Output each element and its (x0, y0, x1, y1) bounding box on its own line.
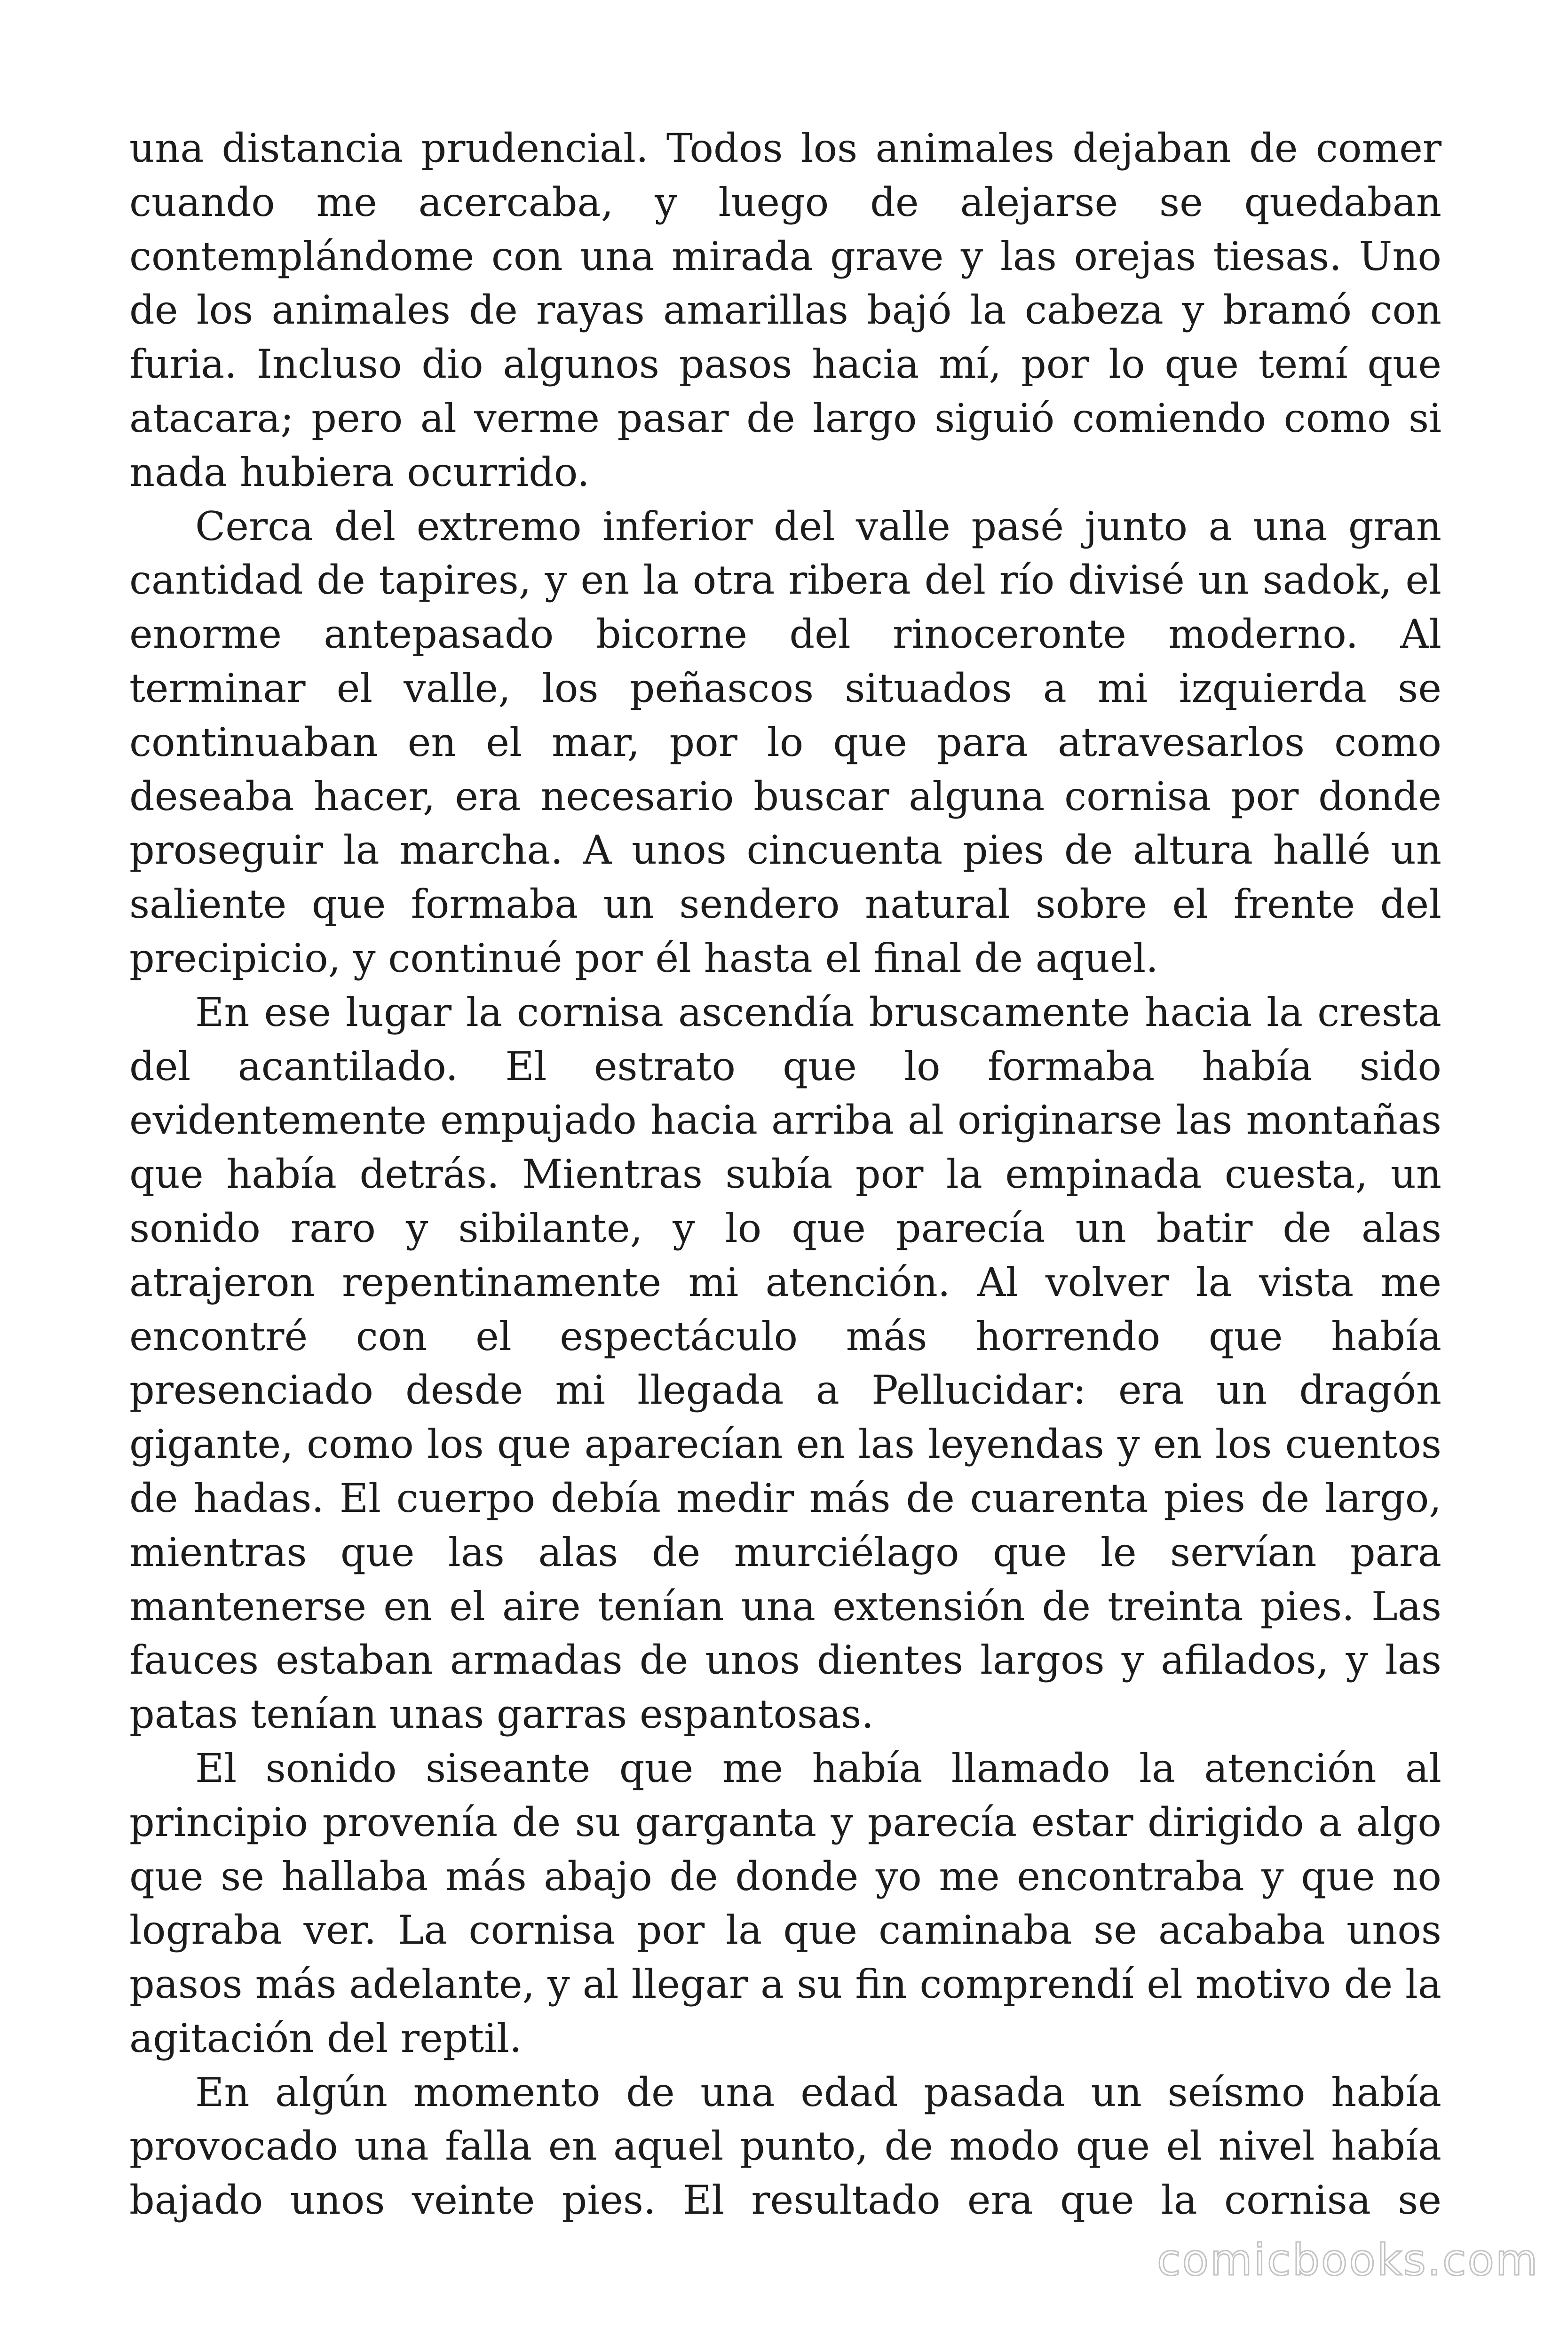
watermark: comicbooks.com (1157, 2235, 1539, 2285)
paragraph-last: En algún momento de una edad pasada un seísmo había provocado una falla en aquel punto, de modo que el nivel había bajado unos veinte pies. El resultado era que la cornisa se (129, 2069, 1441, 2224)
paragraph: El sonido siseante que me había llamado la atención al principio provenía de su garganta y parecía estar dirigido a algo que se hallaba más abajo de donde yo me encontraba y que no lograba ver. La cornisa por la que caminaba se acababa unos pasos más adelante, y al llegar a su fin comprendí el motivo de la agitación del reptil. (129, 1745, 1441, 2061)
paragraph-continuation: una distancia prudencial. Todos los animales dejaban de comer cuando me acercaba, y luego de alejarse se quedaban contemplándome con una mirada grave y las orejas tiesas. Uno de los animales de rayas amarillas bajó la cabeza y bramó con furia. Incluso dio algunos pasos hacia mí, por lo que temí que atacara; pero al verme pasar de largo siguió comiendo como si nada hubiera ocurrido. (129, 125, 1441, 495)
paragraph: Cerca del extremo inferior del valle pasé junto a una gran cantidad de tapires, y en la otra ribera del río divisé un sadok, el enorme antepasado bicorne del rinoceronte moderno. Al terminar el valle, los peñascos situados a mi izquierda se continuaban en el mar, por lo que para atravesarlos como deseaba hacer, era necesario buscar alguna cornisa por donde proseguir la marcha. A unos cincuenta pies de altura hallé un saliente que formaba un sendero natural sobre el frente del precipicio, y continué por él hasta el final de aquel. (129, 503, 1441, 981)
paragraph: En ese lugar la cornisa ascendía bruscamente hacia la cresta del acantilado. El estrato que lo formaba había sido evidentemente empujado hacia arriba al originarse las montañas que había detrás. Mientras subía por la empinada cuesta, un sonido raro y sibilante, y lo que parecía un batir de alas atrajeron repentinamente mi atención. Al volver la vista me encontré con el espectáculo más horrendo que había presenciado desde mi llegada a Pellucidar: era un dragón gigante, como los que aparecían en las leyendas y en los cuentos de hadas. El cuerpo debía medir más de cuarenta pies de largo, mientras que las alas de murciélago que le servían para mantenerse en el aire tenían una extensión de treinta pies. Las fauces estaban armadas de unos dientes largos y afilados, y las patas tenían unas garras espantosas. (129, 989, 1441, 1738)
body-text (129, 121, 1441, 2227)
